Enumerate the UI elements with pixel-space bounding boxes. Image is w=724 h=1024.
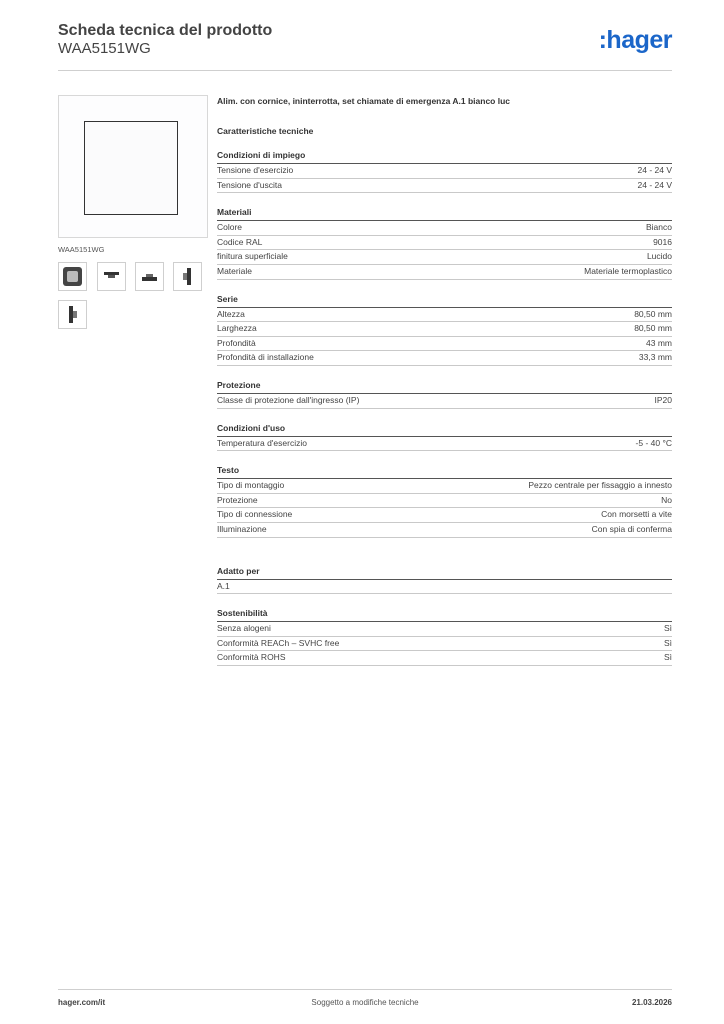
spec-section <box>217 566 672 595</box>
section-title: Materiali <box>217 207 672 221</box>
spec-row <box>217 351 672 366</box>
spec-label: Protezione <box>217 494 258 505</box>
spec-label: Tipo di connessione <box>217 509 293 520</box>
spec-label: Larghezza <box>217 323 257 334</box>
spec-label: finitura superficiale <box>217 251 288 262</box>
spec-label: Illuminazione <box>217 523 267 534</box>
spec-value: Sì <box>663 652 672 663</box>
spec-value: 80,50 mm <box>634 308 672 319</box>
document-title: Scheda tecnica del prodotto <box>58 22 273 39</box>
spec-section <box>217 380 672 409</box>
spec-label: Temperatura d'esercizio <box>217 437 307 448</box>
section-title: Condizioni di impiego <box>217 150 672 164</box>
product-frame-graphic <box>84 121 178 215</box>
top-view-icon <box>98 263 125 290</box>
spec-row <box>217 437 672 452</box>
image-caption: WAA5151WG <box>58 245 105 254</box>
thumbnail-bottom-view[interactable] <box>135 262 164 291</box>
spec-section <box>217 465 672 537</box>
section-title: Protezione <box>217 380 672 394</box>
spec-value: -5 - 40 °C <box>635 437 672 448</box>
spec-value: 24 - 24 V <box>637 179 672 190</box>
product-description: Alim. con cornice, ininterrotta, set chiamate di emergenza A.1 bianco luc <box>217 96 511 106</box>
spec-section <box>217 207 672 279</box>
spec-row <box>217 221 672 236</box>
spec-row <box>217 236 672 251</box>
spec-value: Materiale termoplastico <box>584 265 672 276</box>
spec-value: No <box>661 494 672 505</box>
spec-label: Altezza <box>217 308 245 319</box>
spec-value: Bianco <box>646 222 672 233</box>
product-code: WAA5151WG <box>58 40 151 57</box>
footer-note: Soggetto a modifiche tecniche <box>311 998 419 1007</box>
spec-label: Profondità di installazione <box>217 352 314 363</box>
section-title: Adatto per <box>217 566 672 580</box>
spec-value: Sì <box>663 637 672 648</box>
spec-label: Tipo di montaggio <box>217 480 285 491</box>
spec-value: IP20 <box>654 394 672 405</box>
spec-section <box>217 608 672 666</box>
spec-row <box>217 508 672 523</box>
spec-value: Con morsetti a vite <box>601 509 672 520</box>
spec-section <box>217 294 672 366</box>
spec-value: 43 mm <box>646 337 672 348</box>
spec-value: 24 - 24 V <box>637 165 672 175</box>
spec-row <box>217 580 672 595</box>
section-title: Serie <box>217 294 672 308</box>
spec-label: Tensione d'esercizio <box>217 165 294 175</box>
spec-label: Conformità REACh – SVHC free <box>217 637 340 648</box>
spec-row <box>217 637 672 652</box>
spec-label: Senza alogeni <box>217 623 271 634</box>
spec-row <box>217 523 672 538</box>
spec-label: Tensione d'uscita <box>217 179 282 190</box>
section-title: Testo <box>217 465 672 479</box>
page-header <box>58 22 672 71</box>
spec-value: 80,50 mm <box>634 323 672 334</box>
spec-label: Classe di protezione dall'ingresso (IP) <box>217 394 360 405</box>
section-title: Sostenibilità <box>217 608 672 622</box>
spec-label: Materiale <box>217 265 252 276</box>
spec-row <box>217 494 672 509</box>
footer-website[interactable]: hager.com/it <box>58 998 106 1007</box>
spec-label: Profondità <box>217 337 256 348</box>
spec-row <box>217 651 672 666</box>
thumbnail-side-view-right[interactable] <box>173 262 202 291</box>
tech-characteristics-heading: Caratteristiche tecniche <box>217 126 314 136</box>
hager-logo: :hager <box>598 26 672 54</box>
specifications <box>217 96 672 666</box>
page-footer <box>58 989 672 1020</box>
footer-date: 21.03.2026 <box>631 998 672 1007</box>
spec-row <box>217 308 672 323</box>
section-title: Condizioni d'uso <box>217 423 672 437</box>
spec-section <box>217 150 672 193</box>
spec-row <box>217 322 672 337</box>
spec-section <box>217 423 672 452</box>
side-view-left-icon <box>59 301 86 328</box>
product-image[interactable] <box>58 95 208 238</box>
thumbnail-front-view[interactable] <box>58 262 87 291</box>
spec-sections <box>217 150 672 666</box>
spec-row <box>217 622 672 637</box>
spec-value: Lucido <box>646 251 672 262</box>
spec-row <box>217 265 672 280</box>
spec-row <box>217 250 672 265</box>
spec-value: Pezzo centrale per fissaggio a innesto <box>528 480 672 491</box>
spec-label: Codice RAL <box>217 236 263 247</box>
bottom-view-icon <box>136 263 163 290</box>
spec-row <box>217 164 672 179</box>
spec-label: Conformità ROHS <box>217 652 286 663</box>
spec-row <box>217 337 672 352</box>
thumbnail-side-view-left[interactable] <box>58 300 87 329</box>
spec-value: 9016 <box>653 236 672 247</box>
spec-row <box>217 394 672 409</box>
spec-value: Con spia di conferma <box>591 523 672 534</box>
spec-label: A.1 <box>217 580 230 591</box>
front-view-icon <box>59 263 86 290</box>
spec-value: 33,3 mm <box>638 352 672 363</box>
spec-label: Colore <box>217 222 243 233</box>
spec-row <box>217 479 672 494</box>
thumbnail-top-view[interactable] <box>97 262 126 291</box>
spec-value: Sì <box>663 623 672 634</box>
side-view-right-icon <box>174 263 201 290</box>
spec-row <box>217 179 672 194</box>
